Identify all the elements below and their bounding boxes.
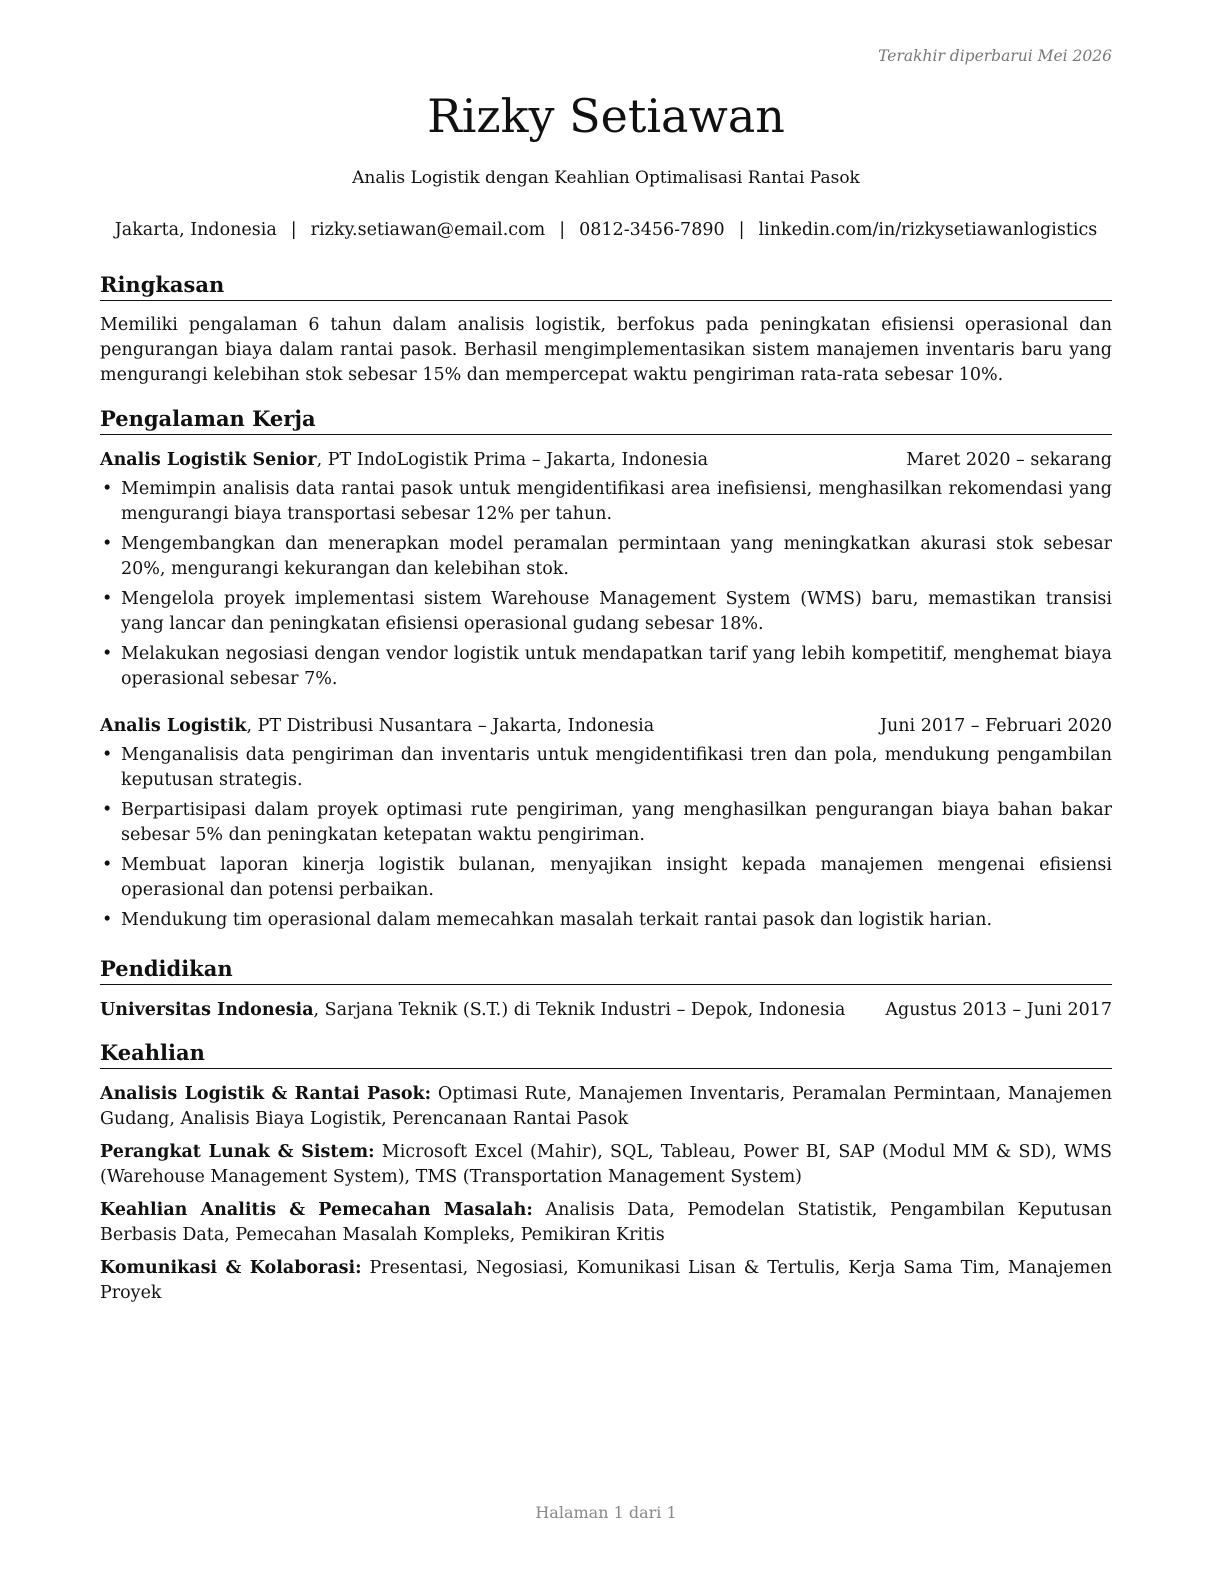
bullet-item: • Mendukung tim operasional dalam memecahkan masalah terkait rantai pasok dan logistik harian.: [100, 908, 1112, 933]
job-dates: Juni 2017 – Februari 2020: [879, 716, 1112, 736]
skill-label: Keahlian Analitis & Pemecahan Masalah:: [100, 1200, 533, 1220]
contact-separator: |: [290, 220, 297, 240]
bullet-item: • Mengembangkan dan menerapkan model peramalan permintaan yang meningkatkan akurasi stok sebesar 20%, mengurangi kekurangan dan kelebihan stok.: [100, 532, 1112, 582]
contact-email[interactable]: rizky.setiawan@email.com: [310, 220, 546, 240]
school-name: Universitas Indonesia: [100, 1000, 314, 1020]
section-title-experience: Pengalaman Kerja: [100, 405, 1112, 435]
skill-items: Presentasi, Negosiasi, Komunikasi Lisan & Tertulis, Kerja Sama Tim, Manajemen Proyek: [100, 1258, 1112, 1303]
job-company: , PT Distribusi Nusantara – Jakarta, Indonesia: [246, 716, 655, 736]
job-role: Analis Logistik: [100, 716, 247, 736]
skill-items: Microsoft Excel (Mahir), SQL, Tableau, Power BI, SAP (Modul MM & SD), WMS (Warehouse Management System), TMS (Transportation Management System): [100, 1142, 1113, 1187]
education-line: [100, 998, 845, 1023]
skill-items: Optimasi Rute, Manajemen Inventaris, Peramalan Permintaan, Manajemen Gudang, Analisis Biaya Logistik, Perencanaan Rantai Pasok: [100, 1084, 1112, 1129]
section-title-education: Pendidikan: [100, 955, 1112, 985]
job-company: , PT IndoLogistik Prima – Jakarta, Indonesia: [316, 450, 709, 470]
contact-line: [100, 218, 1112, 243]
skills-section: [100, 1039, 1112, 1314]
skill-items: Analisis Data, Pemodelan Statistik, Pengambilan Keputusan Berbasis Data, Pemecahan Masalah Kompleks, Pemikiran Kritis: [100, 1200, 1112, 1245]
job-role: Analis Logistik Senior: [100, 450, 317, 470]
bullet-item: • Melakukan negosiasi dengan vendor logistik untuk mendapatkan tarif yang lebih kompetitif, menghemat biaya operasional sebesar 7%.: [100, 642, 1112, 692]
experience-section: [100, 405, 1112, 938]
bullet-item: • Berpartisipasi dalam proyek optimasi rute pengiriman, yang menghasilkan pengurangan biaya bahan bakar sebesar 5% dan peningkatan ketepatan waktu pengiriman.: [100, 798, 1112, 848]
skill-label: Perangkat Lunak & Sistem:: [100, 1142, 375, 1162]
summary-text: Memiliki pengalaman 6 tahun dalam analisis logistik, berfokus pada peningkatan efisiensi operasional dan pengurangan biaya dalam rantai pasok. Berhasil mengimplementasikan sistem manajemen inventaris baru yang mengurangi kelebihan stok sebesar 15% dan mempercepat waktu pengiriman rata-rata sebesar 10%.: [100, 315, 1112, 385]
bullet-item: • Membuat laporan kinerja logistik bulanan, menyajikan insight kepada manajemen mengenai efisiensi operasional dan potensi perbaikan.: [100, 853, 1112, 903]
skill-group: [100, 1140, 1112, 1190]
contact-separator: |: [738, 220, 745, 240]
job-header: [100, 448, 1112, 473]
job-title-line: [100, 714, 654, 739]
bullet-item: • Menganalisis data pengiriman dan inventaris untuk mengidentifikasi tren dan pola, mendukung pengambilan keputusan strategis.: [100, 743, 1112, 793]
tagline: Analis Logistik dengan Keahlian Optimalisasi Rantai Pasok: [352, 168, 860, 188]
page-number: Halaman 1 dari 1: [535, 1503, 677, 1522]
last-updated: Terakhir diperbarui Mei 2026: [878, 47, 1112, 65]
education-dates: Agustus 2013 – Juni 2017: [885, 1000, 1112, 1020]
skill-label: Komunikasi & Kolaborasi:: [100, 1258, 362, 1278]
skill-group: [100, 1082, 1112, 1132]
section-title-summary: Ringkasan: [100, 271, 1112, 301]
candidate-name: Rizky Setiawan: [427, 89, 785, 143]
skill-group: [100, 1198, 1112, 1248]
bullet-item: • Mengelola proyek implementasi sistem Warehouse Management System (WMS) baru, memastikan transisi yang lancar dan peningkatan efisiensi operasional gudang sebesar 18%.: [100, 587, 1112, 637]
contact-phone: 0812-3456-7890: [579, 220, 725, 240]
job-bullets: [100, 743, 1112, 933]
degree: , Sarjana Teknik (S.T.) di Teknik Industri – Depok, Indonesia: [313, 1000, 846, 1020]
skills-list: [100, 1082, 1112, 1306]
contact-linkedin[interactable]: linkedin.com/in/rizkysetiawanlogistics: [758, 220, 1098, 240]
education-entry: [100, 998, 1112, 1023]
bullet-item: • Memimpin analisis data rantai pasok untuk mengidentifikasi area inefisiensi, menghasilkan rekomendasi yang mengurangi biaya transportasi sebesar 12% per tahun.: [100, 477, 1112, 527]
job-title-line: [100, 448, 708, 473]
skill-group: [100, 1256, 1112, 1306]
summary-section: [100, 271, 1112, 388]
job-bullets: [100, 477, 1112, 692]
contact-separator: |: [559, 220, 566, 240]
skill-label: Analisis Logistik & Rantai Pasok:: [100, 1084, 432, 1104]
contact-location: Jakarta, Indonesia: [114, 220, 277, 240]
resume-page: [100, 0, 1112, 1584]
job-header: [100, 714, 1112, 739]
education-section: [100, 955, 1112, 1023]
section-title-skills: Keahlian: [100, 1039, 1112, 1069]
job-dates: Maret 2020 – sekarang: [906, 450, 1112, 470]
